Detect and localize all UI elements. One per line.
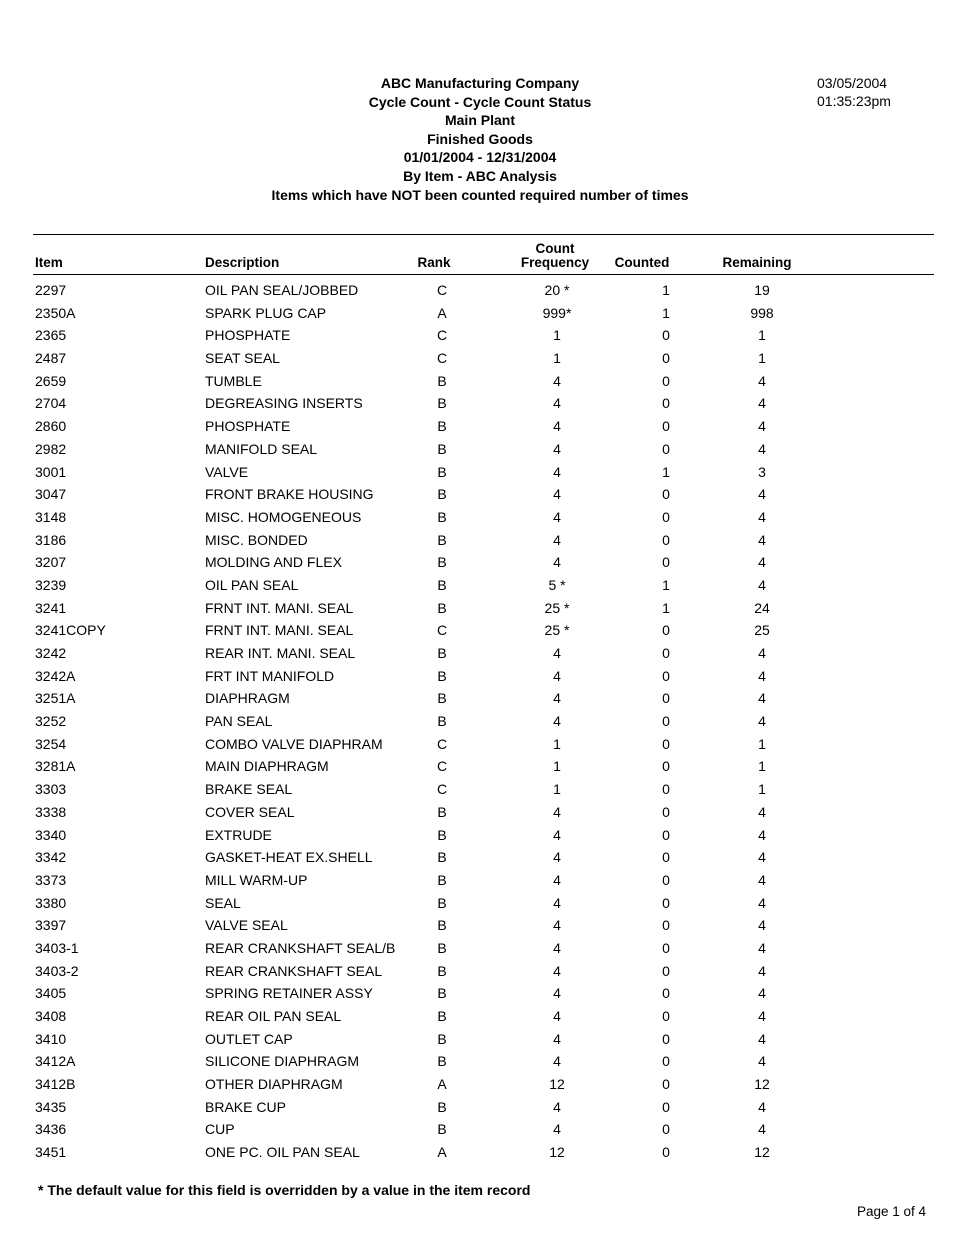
table-row xyxy=(0,983,965,1006)
item-cell: 3186 xyxy=(35,531,67,548)
count-frequency-cell: 4 xyxy=(553,531,561,548)
count-frequency-cell: 1 xyxy=(553,327,561,344)
remaining-cell: 4 xyxy=(758,1053,766,1070)
item-cell: 2365 xyxy=(35,327,67,344)
item-cell: 3408 xyxy=(35,1008,67,1024)
rank-cell: B xyxy=(437,576,447,593)
remaining-cell: 4 xyxy=(758,962,766,979)
counted-cell: 0 xyxy=(662,735,670,752)
description-cell: MANIFOLD SEAL xyxy=(205,440,318,457)
count-frequency-cell: 4 xyxy=(553,372,561,389)
item-cell: 2659 xyxy=(35,372,67,389)
counted-cell: 0 xyxy=(662,372,670,389)
description-cell: PHOSPHATE xyxy=(205,327,291,344)
counted-cell: 0 xyxy=(662,803,670,820)
item-cell: 3403-1 xyxy=(35,939,79,956)
counted-cell: 1 xyxy=(662,282,670,298)
rank-cell: B xyxy=(437,894,447,911)
rank-cell: B xyxy=(437,1098,447,1115)
remaining-cell: 4 xyxy=(758,849,766,866)
page-number: Page 1 of 4 xyxy=(857,1204,927,1219)
remaining-cell: 4 xyxy=(758,1030,766,1047)
count-frequency-cell: 4 xyxy=(553,690,561,707)
rank-cell: B xyxy=(437,395,447,412)
remaining-cell: 4 xyxy=(758,1098,766,1115)
count-frequency-cell: 4 xyxy=(553,1098,561,1115)
description-cell: MAIN DIAPHRAGM xyxy=(205,758,329,775)
rank-cell: B xyxy=(437,1030,447,1047)
description-cell: REAR INT. MANI. SEAL xyxy=(205,645,356,661)
table-row xyxy=(0,1074,965,1097)
count-frequency-cell: 4 xyxy=(553,440,561,457)
count-frequency-cell: 4 xyxy=(553,894,561,911)
item-cell: 2860 xyxy=(35,418,67,435)
rank-cell: B xyxy=(437,554,447,571)
count-frequency-cell: 4 xyxy=(553,395,561,412)
counted-cell: 0 xyxy=(662,894,670,911)
column-header-frequency: Frequency xyxy=(520,255,590,270)
item-cell: 3412A xyxy=(35,1053,76,1070)
count-frequency-cell: 4 xyxy=(553,554,561,571)
date-range: 01/01/2004 - 12/31/2004 xyxy=(403,149,557,166)
category-name: Finished Goods xyxy=(427,130,533,147)
description-cell: OIL PAN SEAL xyxy=(205,576,299,593)
rank-cell: B xyxy=(437,418,447,435)
counted-cell: 1 xyxy=(662,599,670,616)
rank-cell: B xyxy=(437,871,447,888)
counted-cell: 0 xyxy=(662,645,670,661)
count-frequency-cell: 4 xyxy=(553,508,561,525)
item-cell: 3242A xyxy=(35,667,76,684)
item-cell: 3281A xyxy=(35,758,76,775)
rank-cell: C xyxy=(436,622,448,639)
rank-cell: B xyxy=(437,440,447,457)
description-cell: REAR CRANKSHAFT SEAL/B xyxy=(205,939,396,956)
counted-cell: 0 xyxy=(662,667,670,684)
rank-cell: A xyxy=(437,1076,447,1093)
count-frequency-cell: 4 xyxy=(553,803,561,820)
remaining-cell: 3 xyxy=(758,463,766,480)
count-frequency-cell: 4 xyxy=(553,985,561,1002)
counted-cell: 0 xyxy=(662,1121,670,1138)
rank-cell: C xyxy=(436,781,448,798)
item-cell: 3241COPY xyxy=(35,622,106,639)
header-top-rule xyxy=(33,234,934,235)
table-row xyxy=(0,961,965,984)
description-cell: FRONT BRAKE HOUSING xyxy=(205,486,374,503)
count-frequency-cell: 12 xyxy=(549,1144,565,1161)
count-frequency-cell: 25 * xyxy=(544,622,570,639)
description-cell: FRNT INT. MANI. SEAL xyxy=(205,622,354,639)
remaining-cell: 12 xyxy=(754,1144,770,1161)
counted-cell: 0 xyxy=(662,327,670,344)
report-title: Cycle Count - Cycle Count Status xyxy=(368,93,592,110)
table-row xyxy=(0,666,965,689)
description-cell: MISC. HOMOGENEOUS xyxy=(205,508,362,525)
count-frequency-cell: 4 xyxy=(553,645,561,661)
item-cell: 3239 xyxy=(35,576,67,593)
rank-cell: C xyxy=(436,758,448,775)
table-row xyxy=(0,371,965,394)
table-row xyxy=(0,847,965,870)
count-frequency-cell: 4 xyxy=(553,917,561,934)
table-row xyxy=(0,303,965,326)
rank-cell: B xyxy=(437,1008,447,1024)
remaining-cell: 4 xyxy=(758,690,766,707)
counted-cell: 1 xyxy=(662,463,670,480)
remaining-cell: 4 xyxy=(758,554,766,571)
count-frequency-cell: 25 * xyxy=(544,599,570,616)
remaining-cell: 4 xyxy=(758,871,766,888)
description-cell: VALVE xyxy=(205,463,249,480)
table-row xyxy=(0,779,965,802)
item-cell: 3338 xyxy=(35,803,67,820)
item-cell: 3410 xyxy=(35,1030,67,1047)
counted-cell: 0 xyxy=(662,418,670,435)
table-row xyxy=(0,1097,965,1120)
item-cell: 3451 xyxy=(35,1144,67,1161)
description-cell: ONE PC. OIL PAN SEAL xyxy=(205,1144,360,1161)
item-cell: 3340 xyxy=(35,826,67,843)
rank-cell: B xyxy=(437,1053,447,1070)
counted-cell: 0 xyxy=(662,440,670,457)
description-cell: GASKET-HEAT EX.SHELL xyxy=(205,849,373,866)
remaining-cell: 4 xyxy=(758,576,766,593)
counted-cell: 0 xyxy=(662,849,670,866)
count-frequency-cell: 4 xyxy=(553,1121,561,1138)
grouping-label: By Item - ABC Analysis xyxy=(403,167,557,184)
description-cell: PHOSPHATE xyxy=(205,418,291,435)
rank-cell: C xyxy=(436,282,448,298)
table-row xyxy=(0,711,965,734)
count-frequency-cell: 4 xyxy=(553,1053,561,1070)
table-row xyxy=(0,756,965,779)
table-row xyxy=(0,393,965,416)
column-header-item: Item xyxy=(35,255,63,270)
description-cell: SEAT SEAL xyxy=(205,350,280,367)
count-frequency-cell: 4 xyxy=(553,713,561,730)
remaining-cell: 25 xyxy=(754,622,770,639)
print-stamp xyxy=(817,74,891,110)
item-cell: 2487 xyxy=(35,350,67,367)
filter-label: Items which have NOT been counted required number of times xyxy=(271,186,689,203)
description-cell: MISC. BONDED xyxy=(205,531,308,548)
count-frequency-cell: 1 xyxy=(553,781,561,798)
footnote: * The default value for this field is overridden by a value in the item record xyxy=(38,1182,531,1198)
counted-cell: 0 xyxy=(662,1053,670,1070)
count-frequency-cell: 1 xyxy=(553,758,561,775)
count-frequency-cell: 4 xyxy=(553,667,561,684)
remaining-cell: 4 xyxy=(758,667,766,684)
table-row xyxy=(0,734,965,757)
header-bottom-rule xyxy=(33,274,934,275)
rank-cell: A xyxy=(437,1144,447,1161)
table-row xyxy=(0,530,965,553)
description-cell: DIAPHRAGM xyxy=(205,690,290,707)
item-cell: 3251A xyxy=(35,690,76,707)
rank-cell: B xyxy=(437,645,447,661)
table-row xyxy=(0,893,965,916)
remaining-cell: 4 xyxy=(758,985,766,1002)
item-cell: 3405 xyxy=(35,985,67,1002)
description-cell: TUMBLE xyxy=(205,372,262,389)
rank-cell: B xyxy=(437,508,447,525)
table-row xyxy=(0,439,965,462)
remaining-cell: 4 xyxy=(758,531,766,548)
remaining-cell: 1 xyxy=(758,758,766,775)
counted-cell: 1 xyxy=(662,304,670,321)
rank-cell: B xyxy=(437,531,447,548)
description-cell: BRAKE SEAL xyxy=(205,781,293,798)
item-cell: 3342 xyxy=(35,849,67,866)
remaining-cell: 4 xyxy=(758,894,766,911)
item-cell: 3412B xyxy=(35,1076,76,1093)
count-frequency-cell: 4 xyxy=(553,463,561,480)
remaining-cell: 998 xyxy=(750,304,774,321)
counted-cell: 1 xyxy=(662,576,670,593)
column-header-rank: Rank xyxy=(417,255,451,270)
count-frequency-cell: 4 xyxy=(553,1008,561,1024)
description-cell: SPRING RETAINER ASSY xyxy=(205,985,373,1002)
item-cell: 3403-2 xyxy=(35,962,79,979)
count-frequency-cell: 5 * xyxy=(548,576,566,593)
remaining-cell: 4 xyxy=(758,713,766,730)
table-row xyxy=(0,802,965,825)
counted-cell: 0 xyxy=(662,939,670,956)
item-cell: 3207 xyxy=(35,554,67,571)
print-date: 03/05/2004 xyxy=(817,75,888,91)
description-cell: OTHER DIAPHRAGM xyxy=(205,1076,343,1093)
description-cell: SEAL xyxy=(205,894,241,911)
counted-cell: 0 xyxy=(662,985,670,1002)
table-row xyxy=(0,1142,965,1165)
counted-cell: 0 xyxy=(662,531,670,548)
counted-cell: 0 xyxy=(662,758,670,775)
remaining-cell: 24 xyxy=(754,599,770,616)
count-frequency-cell: 4 xyxy=(553,826,561,843)
count-frequency-cell: 1 xyxy=(553,350,561,367)
column-header-remaining: Remaining xyxy=(722,255,792,270)
rank-cell: B xyxy=(437,463,447,480)
rank-cell: B xyxy=(437,1121,447,1138)
rank-cell: C xyxy=(436,735,448,752)
count-frequency-cell: 4 xyxy=(553,962,561,979)
table-row xyxy=(0,462,965,485)
print-time: 01:35:23pm xyxy=(817,93,891,109)
table-row xyxy=(0,870,965,893)
rank-cell: B xyxy=(437,849,447,866)
count-frequency-cell: 12 xyxy=(549,1076,565,1093)
remaining-cell: 4 xyxy=(758,917,766,934)
counted-cell: 0 xyxy=(662,508,670,525)
count-frequency-cell: 20 * xyxy=(544,282,570,298)
rank-cell: B xyxy=(437,803,447,820)
remaining-cell: 4 xyxy=(758,1121,766,1138)
count-frequency-cell: 4 xyxy=(553,939,561,956)
counted-cell: 0 xyxy=(662,690,670,707)
item-cell: 2982 xyxy=(35,440,67,457)
rank-cell: B xyxy=(437,962,447,979)
rank-cell: A xyxy=(437,304,447,321)
description-cell: SILICONE DIAPHRAGM xyxy=(205,1053,360,1070)
remaining-cell: 4 xyxy=(758,939,766,956)
count-frequency-cell: 4 xyxy=(553,418,561,435)
item-cell: 2704 xyxy=(35,395,67,412)
table-row xyxy=(0,484,965,507)
count-frequency-cell: 1 xyxy=(553,735,561,752)
remaining-cell: 4 xyxy=(758,440,766,457)
table-row xyxy=(0,552,965,575)
remaining-cell: 1 xyxy=(758,781,766,798)
description-cell: FRNT INT. MANI. SEAL xyxy=(205,599,354,616)
item-cell: 2297 xyxy=(35,282,67,298)
item-cell: 3435 xyxy=(35,1098,67,1115)
table-row xyxy=(0,938,965,961)
column-header-counted: Counted xyxy=(614,255,670,270)
remaining-cell: 1 xyxy=(758,350,766,367)
description-cell: OUTLET CAP xyxy=(205,1030,293,1047)
remaining-cell: 12 xyxy=(754,1076,770,1093)
company-name: ABC Manufacturing Company xyxy=(380,75,580,91)
counted-cell: 0 xyxy=(662,1076,670,1093)
rank-cell: B xyxy=(437,486,447,503)
table-row xyxy=(0,688,965,711)
count-frequency-cell: 4 xyxy=(553,486,561,503)
table-row xyxy=(0,575,965,598)
description-cell: REAR CRANKSHAFT SEAL xyxy=(205,962,383,979)
description-cell: REAR OIL PAN SEAL xyxy=(205,1008,342,1024)
item-cell: 3047 xyxy=(35,486,67,503)
counted-cell: 0 xyxy=(662,1030,670,1047)
count-frequency-cell: 4 xyxy=(553,871,561,888)
remaining-cell: 4 xyxy=(758,395,766,412)
table-row xyxy=(0,915,965,938)
counted-cell: 0 xyxy=(662,826,670,843)
description-cell: COVER SEAL xyxy=(205,803,295,820)
counted-cell: 0 xyxy=(662,1144,670,1161)
counted-cell: 0 xyxy=(662,871,670,888)
counted-cell: 0 xyxy=(662,486,670,503)
table-row xyxy=(0,1051,965,1074)
remaining-cell: 4 xyxy=(758,645,766,661)
item-cell: 3254 xyxy=(35,735,67,752)
rank-cell: B xyxy=(437,713,447,730)
rank-cell: B xyxy=(437,826,447,843)
description-cell: FRT INT MANIFOLD xyxy=(205,667,335,684)
remaining-cell: 4 xyxy=(758,1008,766,1024)
item-cell: 3303 xyxy=(35,781,67,798)
item-cell: 3148 xyxy=(35,508,67,525)
table-row xyxy=(0,620,965,643)
table-row xyxy=(0,325,965,348)
count-frequency-cell: 4 xyxy=(553,1030,561,1047)
remaining-cell: 4 xyxy=(758,508,766,525)
description-cell: PAN SEAL xyxy=(205,713,273,730)
rank-cell: B xyxy=(437,985,447,1002)
description-cell: MILL WARM-UP xyxy=(205,871,308,888)
rank-cell: B xyxy=(437,939,447,956)
counted-cell: 0 xyxy=(662,1098,670,1115)
counted-cell: 0 xyxy=(662,350,670,367)
counted-cell: 0 xyxy=(662,395,670,412)
counted-cell: 0 xyxy=(662,781,670,798)
remaining-cell: 4 xyxy=(758,486,766,503)
table-row xyxy=(0,1006,965,1029)
table-row xyxy=(0,507,965,530)
table-row xyxy=(0,825,965,848)
description-cell: EXTRUDE xyxy=(205,826,272,843)
description-cell: BRAKE CUP xyxy=(205,1098,286,1115)
rank-cell: B xyxy=(437,599,447,616)
remaining-cell: 4 xyxy=(758,803,766,820)
item-cell: 3241 xyxy=(35,599,67,616)
item-cell: 3252 xyxy=(35,713,67,730)
column-header-description: Description xyxy=(205,255,280,270)
rank-cell: B xyxy=(437,667,447,684)
counted-cell: 0 xyxy=(662,713,670,730)
remaining-cell: 4 xyxy=(758,418,766,435)
count-frequency-cell: 999* xyxy=(542,304,572,321)
rank-cell: C xyxy=(436,350,448,367)
counted-cell: 0 xyxy=(662,622,670,639)
item-cell: 3380 xyxy=(35,894,67,911)
remaining-cell: 4 xyxy=(758,372,766,389)
column-header-count: Count xyxy=(535,241,575,256)
count-frequency-cell: 4 xyxy=(553,849,561,866)
plant-name: Main Plant xyxy=(444,112,515,129)
remaining-cell: 4 xyxy=(758,826,766,843)
table-row xyxy=(0,643,965,666)
description-cell: OIL PAN SEAL/JOBBED xyxy=(205,282,359,298)
table-row xyxy=(0,1119,965,1142)
table-row xyxy=(0,348,965,371)
rank-cell: B xyxy=(437,690,447,707)
remaining-cell: 1 xyxy=(758,735,766,752)
item-cell: 3397 xyxy=(35,917,67,934)
table-row xyxy=(0,416,965,439)
rank-cell: C xyxy=(436,327,448,344)
table-row xyxy=(0,598,965,621)
description-cell: DEGREASING INSERTS xyxy=(205,395,363,412)
rank-cell: B xyxy=(437,917,447,934)
description-cell: MOLDING AND FLEX xyxy=(205,554,342,571)
item-cell: 3373 xyxy=(35,871,67,888)
item-cell: 2350A xyxy=(35,304,76,321)
remaining-cell: 19 xyxy=(754,282,770,298)
report-header xyxy=(230,74,730,204)
description-cell: COMBO VALVE DIAPHRAM xyxy=(205,735,383,752)
description-cell: VALVE SEAL xyxy=(205,917,288,934)
item-cell: 3001 xyxy=(35,463,67,480)
item-table-body xyxy=(0,280,965,1165)
item-cell: 3436 xyxy=(35,1121,67,1138)
description-cell: CUP xyxy=(205,1121,235,1138)
table-row xyxy=(0,280,965,303)
rank-cell: B xyxy=(437,372,447,389)
counted-cell: 0 xyxy=(662,962,670,979)
counted-cell: 0 xyxy=(662,554,670,571)
remaining-cell: 1 xyxy=(758,327,766,344)
table-row xyxy=(0,1029,965,1052)
counted-cell: 0 xyxy=(662,917,670,934)
item-cell: 3242 xyxy=(35,645,67,661)
counted-cell: 0 xyxy=(662,1008,670,1024)
column-header-count-frequency xyxy=(510,242,600,270)
description-cell: SPARK PLUG CAP xyxy=(205,304,327,321)
